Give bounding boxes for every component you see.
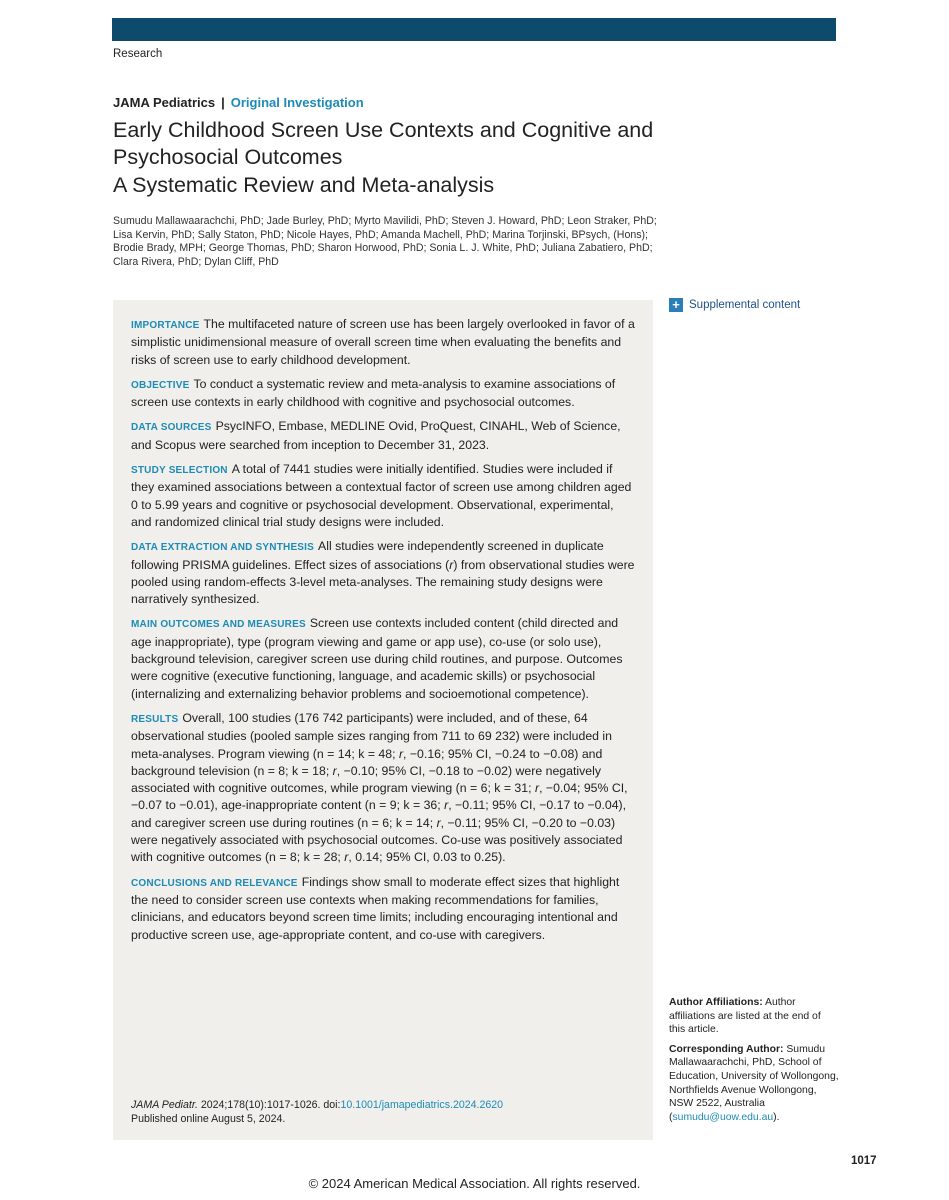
plus-icon: + <box>669 298 683 312</box>
section-label: Research <box>113 48 163 60</box>
citation <box>131 1098 631 1126</box>
abstract <box>131 316 636 951</box>
header-bar <box>112 18 836 41</box>
abstract-objective: OBJECTIVE To conduct a systematic review and meta-analysis to examine associations of screen use contexts in early childhood with cognitive and psychosocial outcomes. <box>131 376 616 410</box>
abstract-main-outcomes: MAIN OUTCOMES AND MEASURES Screen use contexts included content (child directed and age inappropriate), type (program viewing and game or app use), co-use (or solo use), background television, caregiver screen use during child routines, and purpose. Outcomes were cognitive (executive functioning, language, and academic skills) or psychosocial (internalizing and externalizing behavior problems and socioemotional competence). <box>131 616 623 701</box>
abstract-study-selection: STUDY SELECTION A total of 7441 studies were initially identified. Studies were included if they examined associations between a contextual factor of screen use among children aged 0 to 5.99 years and cognitive or psychosocial development. Observational, experimental, and randomized clinical trial study designs were included. <box>131 462 632 529</box>
email-link[interactable]: sumudu@uow.edu.au <box>672 1111 774 1123</box>
article-subtitle: A Systematic Review and Meta-analysis <box>113 173 495 197</box>
supplemental-label: Supplemental content <box>689 299 801 311</box>
journal-line <box>113 95 364 110</box>
published-date: Published online August 5, 2024. <box>131 1113 286 1125</box>
copyright: © 2024 American Medical Association. All rights reserved. <box>308 1176 641 1191</box>
author-affiliations <box>669 996 839 1130</box>
doi-link[interactable]: 10.1001/jamapediatrics.2024.2620 <box>340 1099 504 1111</box>
supplemental-content-link[interactable] <box>669 298 800 312</box>
article-title: Early Childhood Screen Use Contexts and Cognitive and Psychosocial Outcomes <box>113 118 654 169</box>
abstract-data-sources: DATA SOURCES PsycINFO, Embase, MEDLINE Ovid, ProQuest, CINAHL, Web of Science, and Scopus were searched from inception to December 31, 2023. <box>131 419 621 452</box>
author-list: Sumudu Mallawaarachchi, PhD; Jade Burley, PhD; Myrto Mavilidi, PhD; Steven J. Howard, PhD; Leon Straker, PhD; Lisa Kervin, PhD; Sally Staton, PhD; Nicole Hayes, PhD; Amanda Machell, PhD; Marina Torjinski, BPsych, (Hons); Brodie Brady, MPH; George Thomas, PhD; Sharon Horwood, PhD; Sonia L. J. White, PhD; Juliana Zabatiero, PhD; Clara Rivera, PhD; Dylan Cliff, PhD <box>113 215 657 268</box>
abstract-results: RESULTS Overall, 100 studies (176 742 participants) were included, and of these, 64 observational studies (pooled sample sizes ranging from 711 to 69 232) were included in meta-analyses. Program viewing (n = 14; k = 48; r, −0.16; 95% CI, −0.24 to −0.08) and background television (n = 8; k = 18; r, −0.10; 95% CI, −0.18 to −0.02) were negatively associated with cognitive outcomes, while program viewing (n = 6; k = 31; r, −0.04; 95% CI, −0.07 to −0.01), age-inappropriate content (n = 9; k = 36; r, −0.11; 95% CI, −0.17 to −0.04), and caregiver screen use during routines (n = 6; k = 14; r, −0.11; 95% CI, −0.20 to −0.03) were negatively associated with psychosocial outcomes. Co-use was positively associated with cognitive outcomes (n = 8; k = 28; r, 0.14; 95% CI, 0.03 to 0.25). <box>131 710 628 865</box>
article-type: Original Investigation <box>230 95 364 110</box>
page-number: 1017 <box>851 1155 877 1167</box>
journal-name: JAMA Pediatrics <box>113 95 216 110</box>
abstract-importance: IMPORTANCE The multifaceted nature of screen use has been largely overlooked in favor of a simplistic unidimensional measure of overall screen time when evaluating the benefits and risks of screen use to early childhood development. <box>131 317 635 367</box>
affiliations-note: Author Affiliations: Author affiliations are listed at the end of this article. <box>669 997 821 1036</box>
abstract-data-extraction: DATA EXTRACTION AND SYNTHESIS All studies were independently screened in duplicate following PRISMA guidelines. Effect sizes of associations (r) from observational studies were pooled using random-effects 3-level meta-analyses. The remaining study designs were narratively synthesized. <box>131 539 635 607</box>
corresponding-author: Corresponding Author: Sumudu Mallawaarachchi, PhD, School of Education, University of Wollongong, Northfields Avenue Wollongong, NSW 2522, Australia (sumudu@uow.edu.au). <box>669 1043 839 1123</box>
citation-line: JAMA Pediatr. 2024;178(10):1017-1026. doi:10.1001/jamapediatrics.2024.2620 <box>131 1099 504 1111</box>
separator: | <box>221 95 225 110</box>
abstract-conclusions: CONCLUSIONS AND RELEVANCE Findings show small to moderate effect sizes that highlight the need to consider screen use contexts when making recommendations for families, clinicians, and educators beyond screen time limits; including encouraging intentional and productive screen use, age-appropriate content, and co-use with caregivers. <box>131 874 620 942</box>
